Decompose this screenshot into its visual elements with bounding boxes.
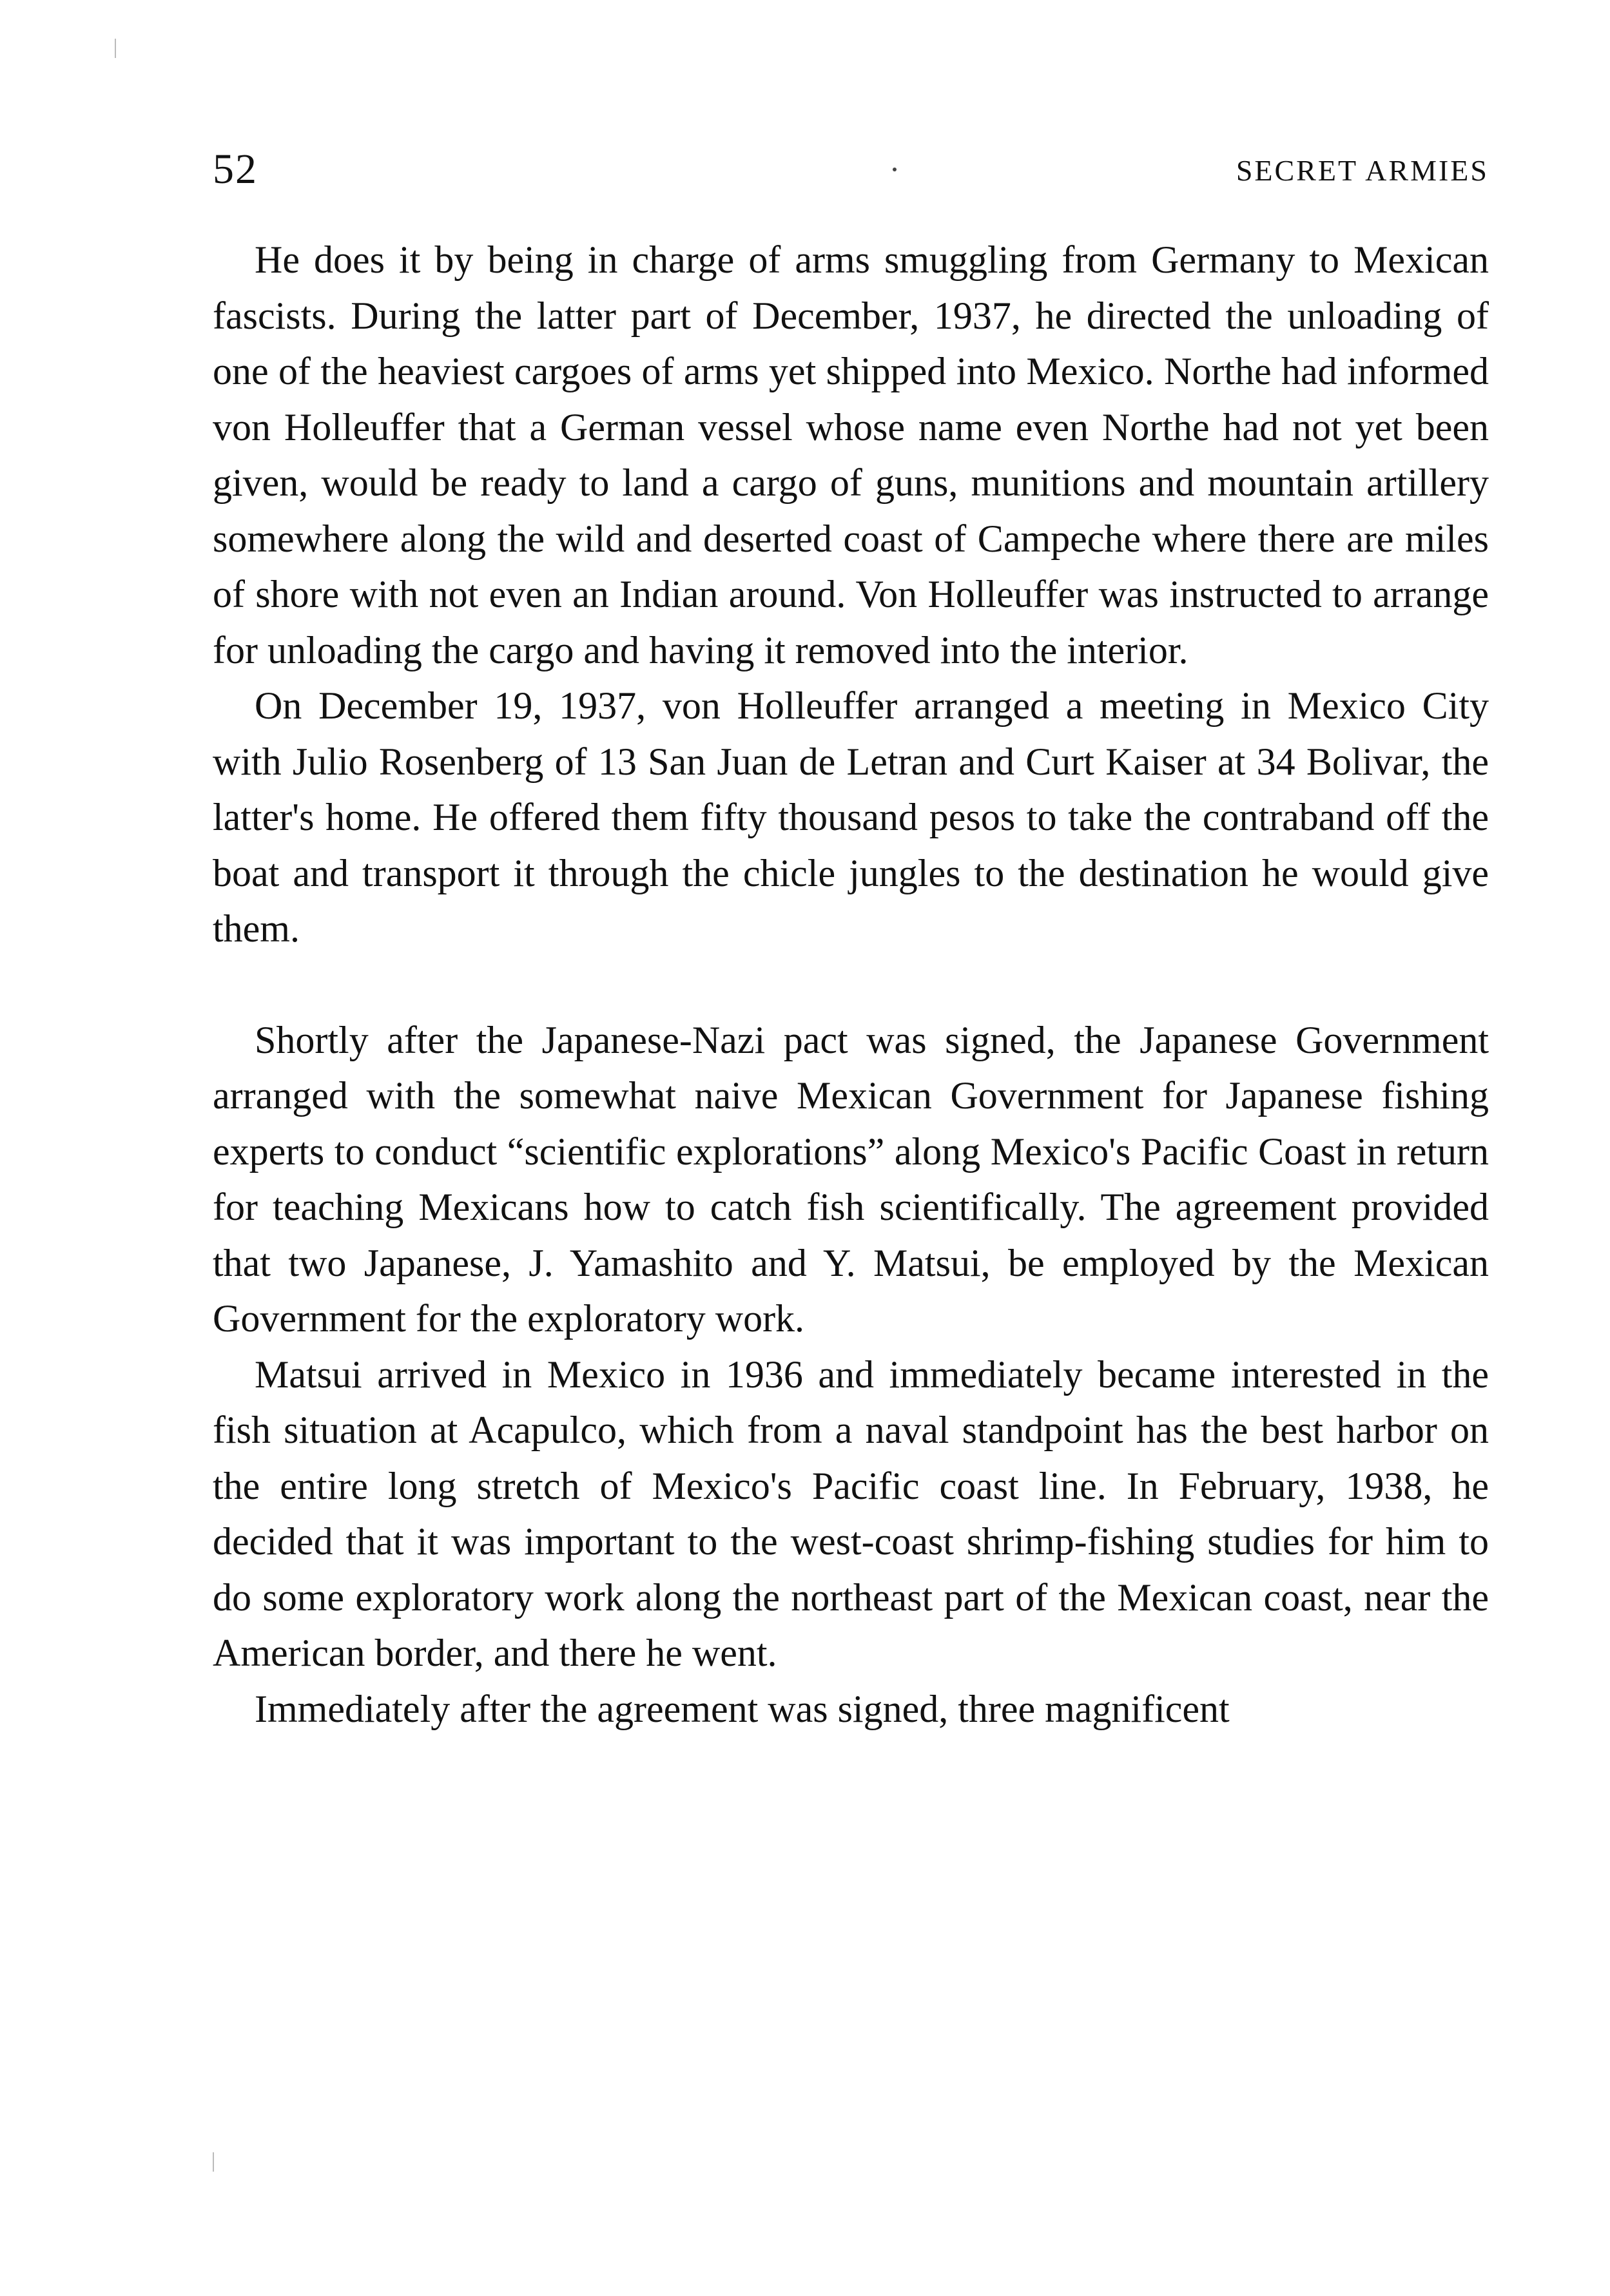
margin-mark-top (115, 39, 116, 58)
paragraph: On December 19, 1937, von Holleuffer arranged a meeting in Mexico City with Julio Rosenberg of 13 San Juan de Letran and Curt Kaiser at 34 Bolivar, the latter's home. He offered them fifty thousand pesos to take the contraband off the boat and transport it through the chicle jungles to the destination he would give them. (213, 684, 1489, 950)
paragraph: Shortly after the Japanese-Nazi pact was signed, the Japanese Government arranged with the somewhat naive Mexican Government for Japanese fishing experts to conduct “scientific explorations” along Mexico's Pacific Coast in return for teaching Mexicans how to catch fish scientifically. The agreement provided that two Japanese, J. Yamashito and Y. Matsui, be employed by the Mexican Government for the exploratory work. (213, 1018, 1489, 1340)
paragraph: Matsui arrived in Mexico in 1936 and immediately became interested in the fish situation at Acapulco, which from a naval standpoint has the best harbor on the entire long stretch of Mexico's Pacific coast line. In February, 1938, he decided that it was important to the west-coast shrimp-fishing studies for him to do some exploratory work along the northeast part of the Mexican coast, near the American border, and there he went. (213, 1353, 1489, 1674)
section-break (213, 957, 1489, 1012)
paragraph: He does it by being in charge of arms smuggling from Germany to Mexican fascists. During the latter part of December, 1937, he directed the unloading of one of the heaviest cargoes of arms yet shipped into Mexico. Northe had informed von Holleuffer that a German vessel whose name even Northe had not yet been given, would be ready to land a cargo of guns, munitions and mountain artillery somewhere along the wild and deserted coast of Campeche where there are miles of shore with not even an Indian around. Von Holleuffer was instructed to arrange for unloading the cargo and having it removed into the interior. (213, 238, 1489, 671)
header-dot (893, 168, 897, 171)
running-title: SECRET ARMIES (1236, 154, 1489, 187)
book-page (213, 129, 1489, 1737)
page-number: 52 (213, 146, 258, 193)
body-text (213, 232, 1489, 1737)
running-head (213, 129, 1489, 200)
paragraph: Immediately after the agreement was signed, three magnificent (255, 1687, 1230, 1730)
margin-mark-bottom (213, 2152, 214, 2172)
